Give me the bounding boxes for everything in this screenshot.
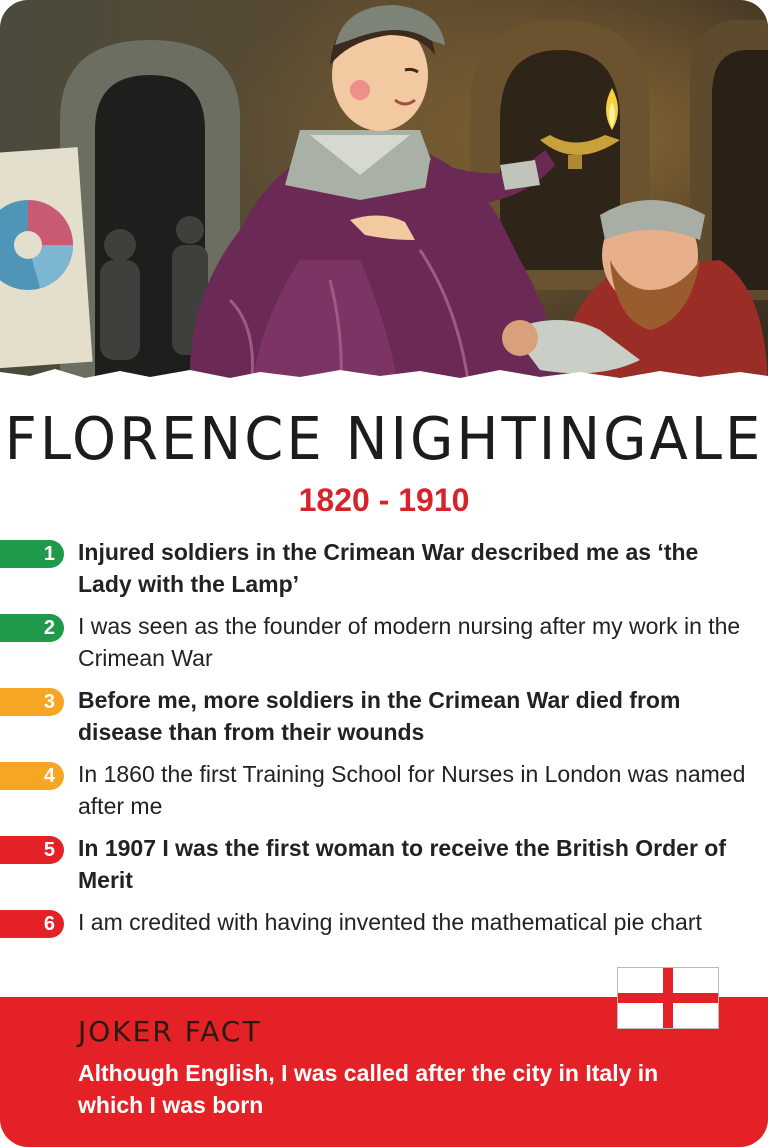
fact-text: I am credited with having invented the mathematical pie chart — [78, 909, 702, 935]
fact-text: In 1860 the first Training School for Nurses in London was named after me — [78, 761, 746, 819]
fact-number-badge: 1 — [0, 540, 64, 568]
fact-number-badge: 4 — [0, 762, 64, 790]
fact-text: Before me, more soldiers in the Crimean War died from disease than from their wounds — [78, 687, 681, 745]
fact-text: I was seen as the founder of modern nursing after my work in the Crimean War — [78, 613, 741, 671]
england-flag-icon — [617, 967, 719, 1029]
fact-item-5 — [0, 828, 768, 902]
card-years: 1820 - 1910 — [298, 482, 470, 518]
facts-list — [0, 532, 768, 976]
nurse-with-lamp-illustration — [0, 0, 768, 395]
card-title: FLORENCE NIGHTINGALE — [4, 405, 764, 474]
fact-number-badge: 6 — [0, 910, 64, 938]
fact-item-1 — [0, 532, 768, 606]
fact-item-3 — [0, 680, 768, 754]
fact-item-6 — [0, 902, 768, 976]
fact-item-4 — [0, 754, 768, 828]
fact-text: Injured soldiers in the Crimean War described me as ‘the Lady with the Lamp’ — [78, 539, 699, 597]
fact-text: In 1907 I was the first woman to receive the British Order of Merit — [78, 835, 727, 893]
joker-fact-text: Although English, I was called after the city in Italy in which I was born — [78, 1060, 659, 1118]
fact-number-badge: 5 — [0, 836, 64, 864]
joker-fact-title: JOKER FACT — [78, 1015, 262, 1048]
fact-number-badge: 3 — [0, 688, 64, 716]
fact-number-badge: 2 — [0, 614, 64, 642]
fact-item-2 — [0, 606, 768, 680]
